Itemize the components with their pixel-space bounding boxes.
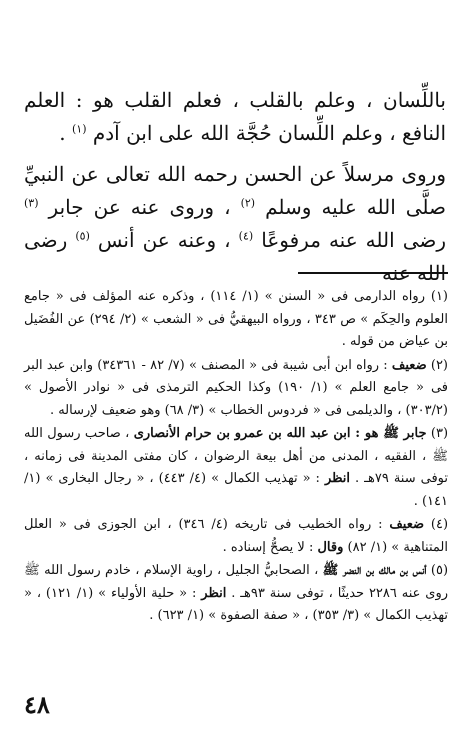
- said-label: وقال: [317, 539, 344, 555]
- footnote-4: [24, 514, 448, 559]
- narrator-name: أنس بن مالك بن النضر ﷺ: [322, 563, 427, 578]
- footnote-separator: [298, 272, 448, 274]
- footnote-1: (١) رواه الدارمى فى « السنن » (١/ ١١٤) ، وذكره عنه المؤلف فى « جامع العلوم والحِكَم » ص ٣٤٣ ، ورواه البيهقيُّ فى « الشعب » (٢/ ٢٩٤) عن الفُضَيل بن عياض من قوله .: [24, 289, 449, 349]
- footnote-quote: : لا يصحُّ إسناده .: [222, 539, 314, 555]
- grade-label: ضعيف: [391, 357, 427, 373]
- footnote-2: [24, 355, 448, 423]
- main-text-run: .: [59, 121, 72, 145]
- grade-label: ضعيف: [389, 517, 425, 532]
- main-paragraph-2: [24, 158, 446, 290]
- footnote-ref-2: (٢): [240, 196, 256, 210]
- see-label: انظر: [324, 471, 351, 486]
- page-number: ٤٨: [24, 690, 50, 719]
- footnote-ref-4: (٤): [238, 229, 254, 243]
- footnote-ref-5: (٥): [75, 229, 90, 243]
- see-label: انظر: [201, 585, 227, 601]
- footnote-number: (٥): [430, 563, 449, 578]
- main-text-run: رضى الله عنه: [24, 228, 446, 285]
- main-text-run: ، وعنه عن أنس: [97, 228, 231, 252]
- footnote-ref-1: (١): [72, 122, 87, 136]
- footnote-3: [24, 423, 448, 513]
- footnote-5: [24, 560, 448, 628]
- footnote-refs: : « حلية الأولياء » (١/ ١٢١) ، « تهذيب الكمال » (٣/ ٣٥٣) ، « صفة الصفوة » (١/ ٦٢٣) .: [24, 585, 448, 623]
- footnote-refs: : « تهذيب الكمال » (٤/ ٤٤٣) ، « رجال البخارى » (١/ ١٤١) .: [24, 471, 448, 509]
- main-text: [24, 84, 446, 298]
- footnote-number: (٢): [430, 357, 448, 373]
- footnote-number: (٤): [430, 517, 449, 532]
- footnote-text: : رواه ابن أبى شيبة فى « المصنف » (٧/ ٨٢ - ٣٤٣٦١) وابن عبد البر فى « جامع العلم » (١/ ١٩٠) وكذا الحكيم الترمذى فى « نوادر الأصول » (٣٠٣/٢) ، والديلمى فى « فردوس الخطاب » (٣/ ٦٨) وهو ضعيف لإرساله .: [24, 357, 448, 418]
- footnotes: [24, 286, 448, 629]
- narrator-name: جابر ﷺ هو : ابن عبد الله بن عمرو بن حرام الأنصارى: [133, 426, 427, 441]
- footnote-text: ، صاحب رسول الله ﷺ ، الفقيه ، المدنى من أهل بيعة الرضوان ، كان مفتى المدينة فى زمانه ، توفى سنة ٧٩هـ .: [24, 426, 449, 486]
- main-text-run: باللِّسان ، وعلم بالقلب ، فعلم القلب هو : العلم النافع ، وعلم اللِّسان حُجَّة الله على ابن آدم: [24, 88, 446, 145]
- main-text-run: وروى مرسلاً عن الحسن رحمه الله تعالى عن النبيِّ صلَّى الله عليه وسلم: [24, 162, 447, 219]
- footnote-ref-3: (٣): [24, 196, 39, 210]
- footnote-number: (٣): [430, 426, 449, 441]
- footnote-text: ، الصحابيُّ الجليل ، راوية الإسلام ، خادم رسول الله ﷺ روى عنه ٢٢٨٦ حديثًا ، توفى سنة ٩٣هـ .: [24, 563, 448, 601]
- main-paragraph-1: [24, 84, 446, 150]
- main-text-run: ، وروى عنه عن جابر: [48, 195, 231, 219]
- footnote-text: : رواه الخطيب فى تاريخه (٤/ ٣٤٦) ، ابن الجوزى فى « العلل المتناهية » (١/ ٨٢): [24, 517, 448, 555]
- main-text-run: رضى الله عنه مرفوعًا: [261, 228, 447, 252]
